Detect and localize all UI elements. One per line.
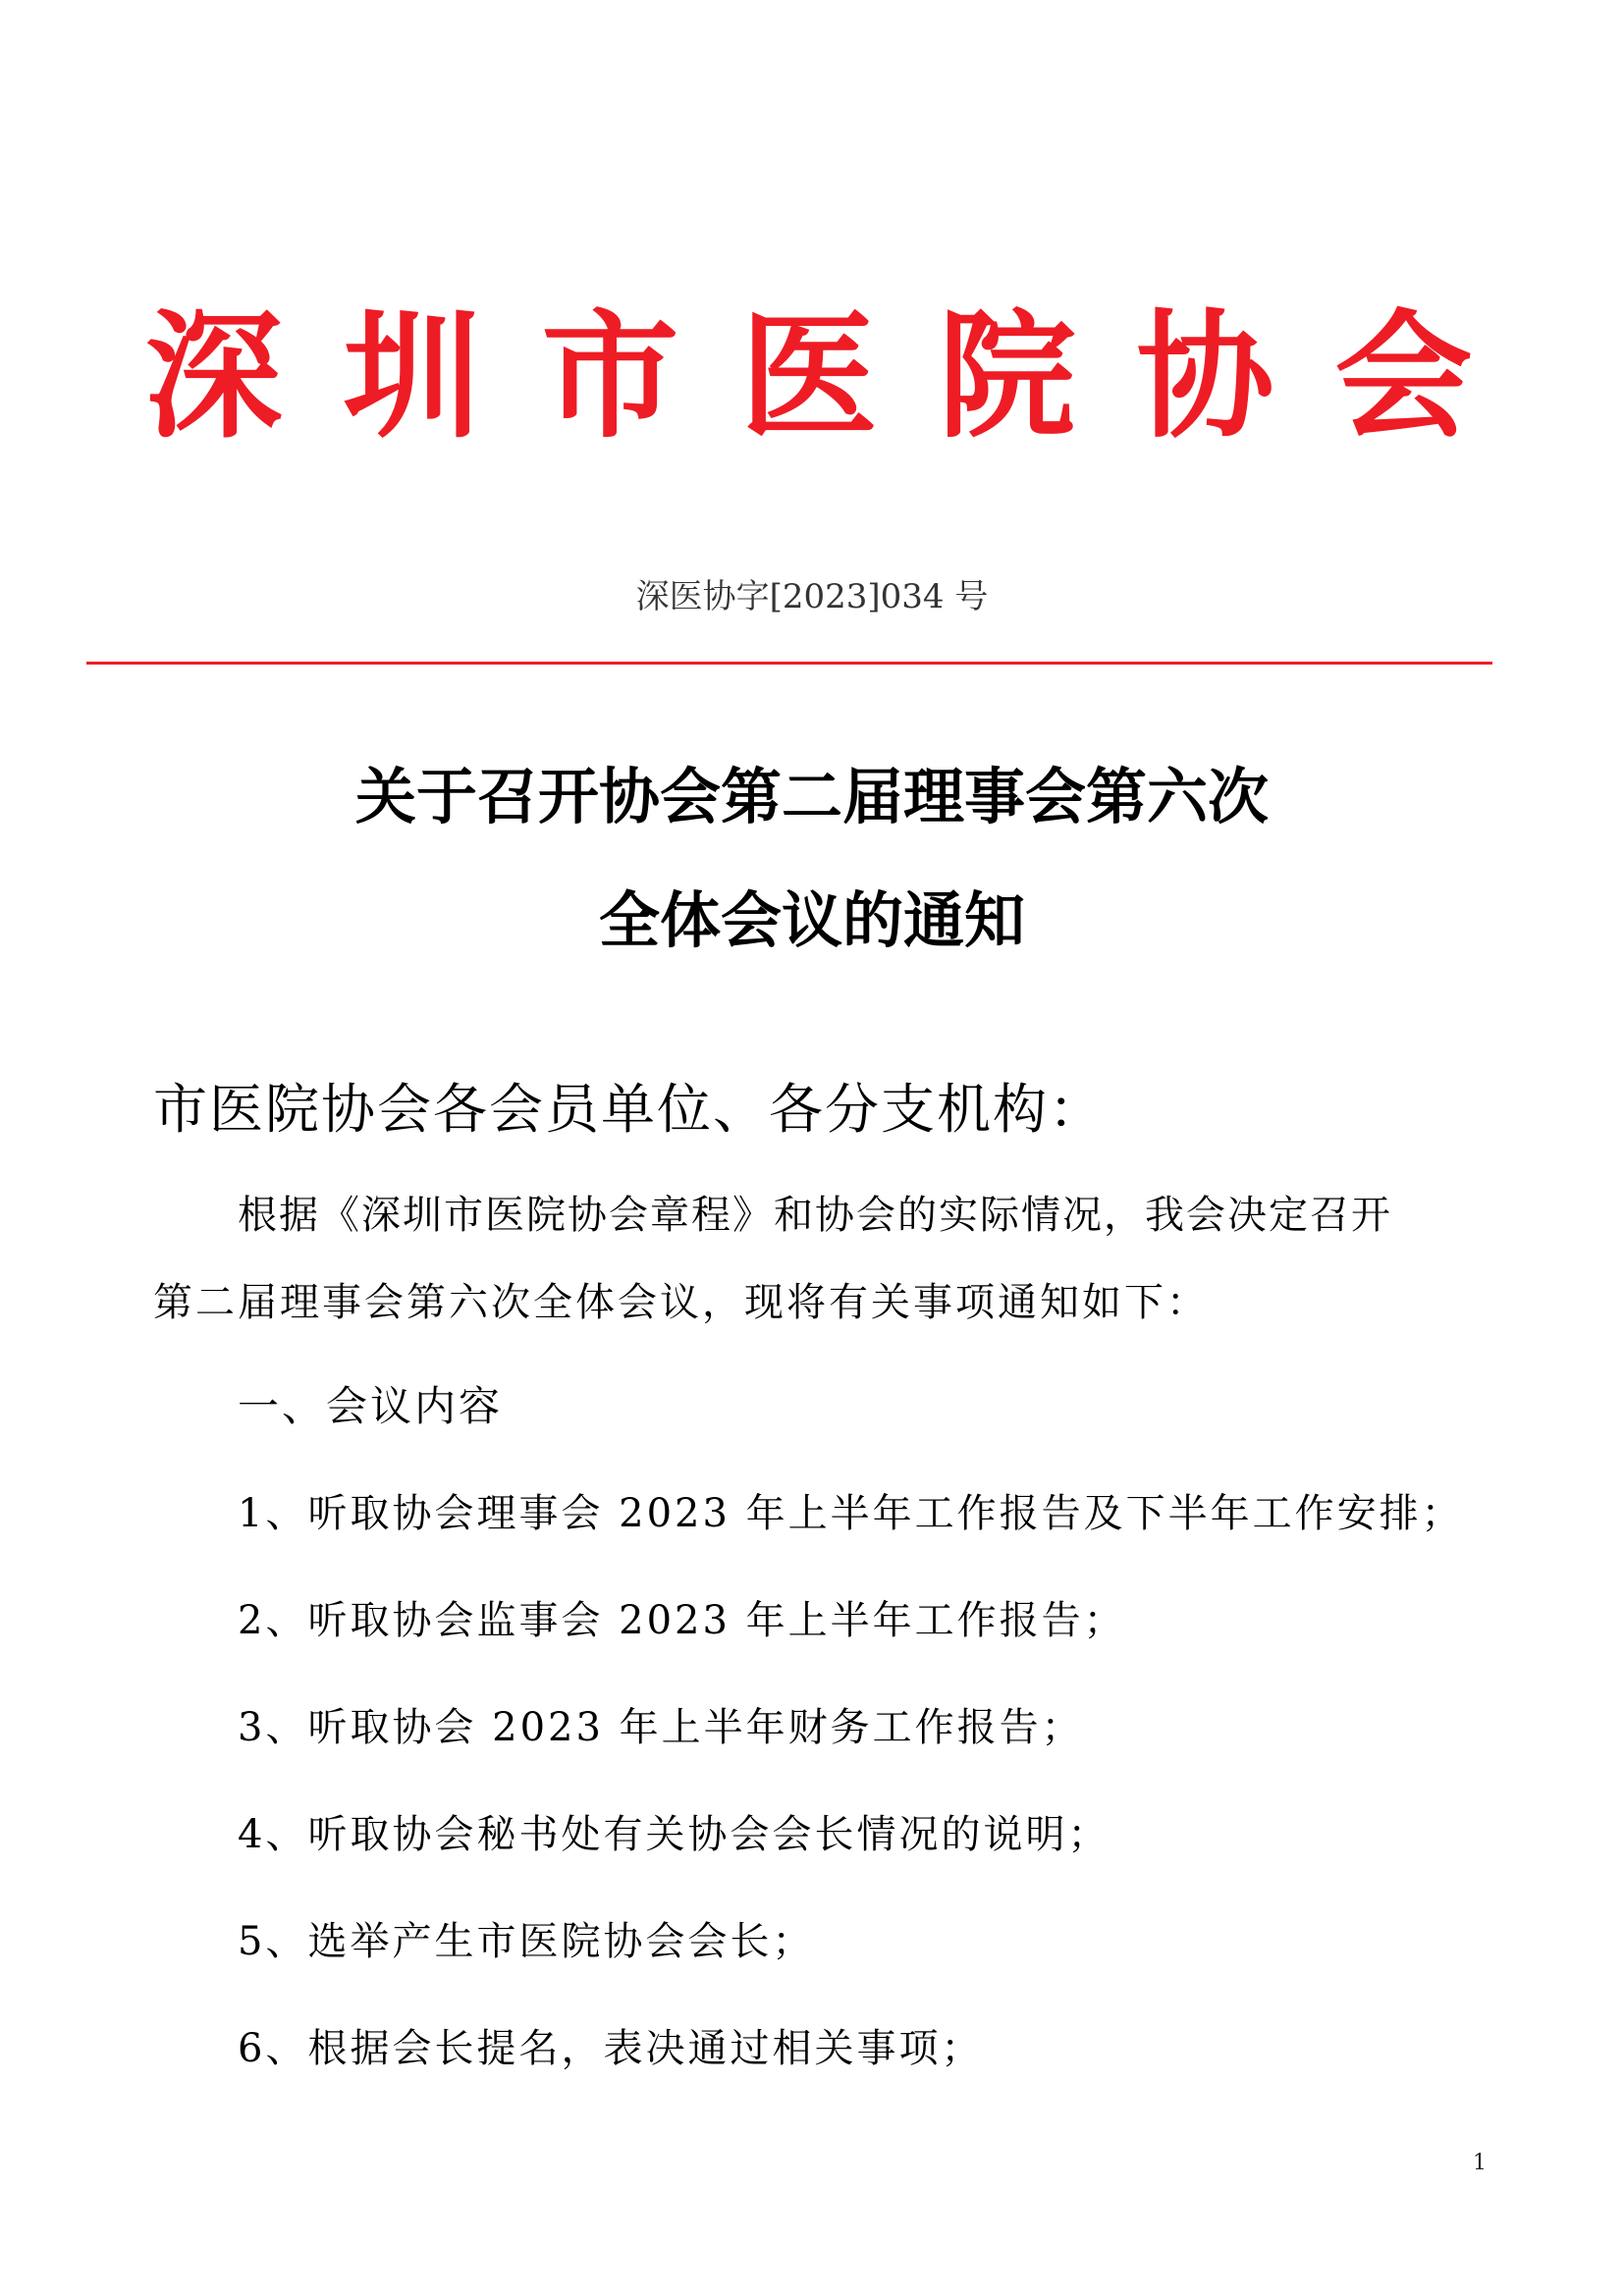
intro-paragraph-line-2: 第二届理事会第六次全体会议，现将有关事项通知如下：: [153, 1280, 1209, 1325]
document-title-line-2: 全体会议的通知: [598, 884, 1025, 956]
section-heading-meeting-content: 一、会议内容: [238, 1382, 504, 1430]
document-title-line-1: 关于召开协会第二届理事会第六次: [354, 761, 1269, 832]
agenda-item: 1、听取协会理事会 2023 年上半年工作报告及下半年工作安排；: [238, 1491, 1464, 1536]
agenda-item: 6、根据会长提名，表决通过相关事项；: [238, 2026, 984, 2071]
agenda-item: 4、听取协会秘书处有关协会会长情况的说明；: [238, 1812, 1110, 1857]
meeting-agenda-list: [238, 1487, 1464, 2129]
document-number: 深医协字[2023]034 号: [635, 577, 989, 616]
salutation: 市医院协会各会员单位、各分支机构：: [153, 1078, 1106, 1141]
agenda-item: 3、听取协会 2023 年上半年财务工作报告；: [238, 1705, 1084, 1750]
red-divider-line: [86, 662, 1492, 665]
agenda-item: 5、选举产生市医院协会会长；: [238, 1919, 815, 1964]
organization-header: 深圳市医院协会: [144, 297, 1534, 457]
page-number: 1: [1473, 2151, 1487, 2175]
agenda-item: 2、听取协会监事会 2023 年上半年工作报告；: [238, 1598, 1126, 1643]
intro-paragraph-line-1: 根据《深圳市医院协会章程》和协会的实际情况，我会决定召开: [238, 1193, 1392, 1238]
